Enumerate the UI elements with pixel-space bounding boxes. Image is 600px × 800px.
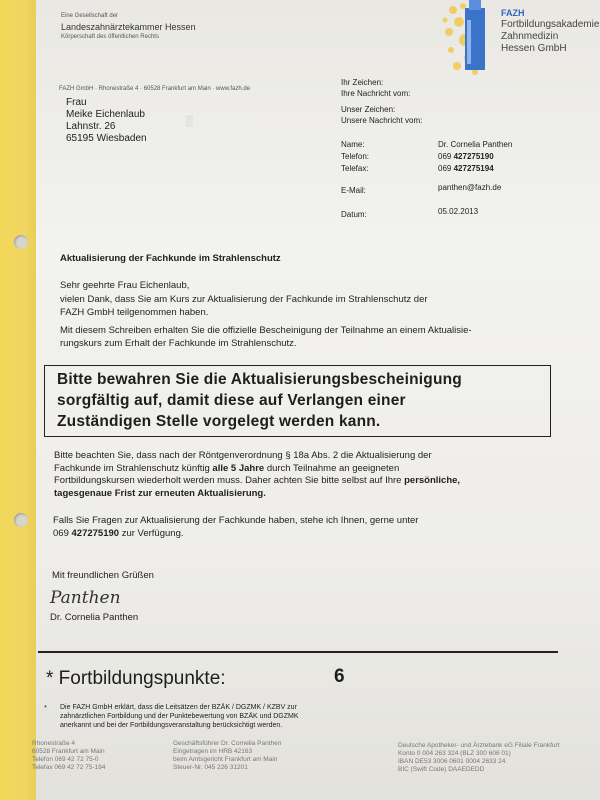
text-run: Fortbildungskursen wiederholt werden muss. Daher achten Sie bitte selbst auf Ihre	[54, 475, 405, 486]
paragraph-thanks	[60, 294, 548, 319]
signature-name: Dr. Cornelia Panthen	[50, 612, 139, 623]
recipient-address	[66, 97, 147, 145]
paragraph-line	[54, 463, 554, 476]
notice-line: Zuständigen Stelle vorgelegt werden kann.	[57, 413, 381, 430]
points-value: 6	[334, 666, 345, 687]
notice-line: Bitte bewahren Sie die Aktualisierungsbescheinigung	[57, 371, 462, 388]
bleed-through: ▒	[186, 116, 194, 127]
telefax-label: Telefax:	[341, 164, 369, 173]
paragraph-contact	[53, 515, 553, 540]
footer-bank	[398, 742, 560, 774]
subject-line: Aktualisierung der Fachkunde im Strahlenschutz	[60, 253, 281, 264]
footer-company	[173, 740, 281, 772]
recipient-line: 65195 Wiesbaden	[66, 133, 147, 144]
paragraph-line: tagesgenaue Frist zur erneuten Aktualisierung.	[54, 487, 266, 499]
bold-run: 427275190	[71, 527, 120, 539]
paragraph-line	[54, 475, 554, 488]
signature-scribble: Panthen	[50, 588, 121, 608]
footnote-line: Die FAZH GmbH erklärt, dass die Leitsätzen der BZÄK / DGZMK / KZBV zur	[60, 704, 297, 711]
footer-line: Konto 0 004 263 324 (BLZ 300 606 01)	[398, 750, 511, 757]
footnote-line: anerkannt und bei der Fortbildungsveranstaltung berücksichtigt werden.	[60, 722, 283, 729]
points-label: * Fortbildungspunkte:	[46, 668, 226, 689]
paragraph-line: rungskurs zum Erhalt der Fachkunde im Strahlenschutz.	[60, 337, 297, 349]
footer-line: BIC (Swift Code) DAAEDEDD	[398, 766, 485, 773]
paragraph-line: vielen Dank, dass Sie am Kurs zur Aktualisierung der Fachkunde im Strahlenschutz der	[60, 294, 428, 305]
name-value: Dr. Cornelia Panthen	[438, 140, 513, 149]
paragraph-renewal	[54, 450, 554, 500]
unser-zeichen-label: Unser Zeichen:	[341, 105, 396, 114]
footnote-asterisk: *	[44, 703, 47, 712]
text-run: Fachkunde im Strahlenschutz künftig	[54, 462, 213, 474]
datum-value: 05.02.2013	[438, 207, 479, 216]
paragraph-line: FAZH GmbH teilgenommen haben.	[60, 306, 209, 318]
bold-run: persönliche,	[404, 475, 461, 486]
footnote-text	[60, 703, 299, 730]
footer-line: Geschäftsführer Dr. Cornelia Panthen	[173, 740, 282, 747]
footer-line: IBAN DE53 3006 0601 0004 2633 24	[398, 758, 506, 765]
datum-label: Datum:	[341, 210, 367, 219]
footer-address	[32, 740, 105, 772]
footer-line: Eingetragen im HRB 42163	[173, 748, 253, 755]
divider-line	[38, 651, 558, 653]
footer-line: Telefax 069 42 72 75-194	[32, 764, 106, 771]
salutation: Sehr geehrte Frau Eichenlaub,	[60, 280, 190, 291]
text-run: 069	[53, 527, 72, 539]
org-sub: Körperschaft des öffentlichen Rechts	[61, 34, 159, 40]
footnote-line: zahnärztlichen Fortbildung und der Punktebewertung von BZÄK und DGZMK	[60, 713, 299, 720]
telefax-number: 427275194	[453, 164, 494, 173]
yellow-folder-strip	[0, 0, 36, 800]
email-value: panthen@fazh.de	[438, 183, 502, 192]
telefon-prefix: 069	[438, 152, 452, 161]
footer-line: beim Amtsgericht Frankfurt am Main	[173, 756, 278, 763]
paragraph-line: Mit diesem Schreiben erhalten Sie die offizielle Bescheinigung der Teilnahme an einem Aktualisie-	[60, 325, 472, 336]
text-run: zur Verfügung.	[119, 527, 184, 539]
org-small-line: Eine Gesellschaft der	[61, 13, 119, 19]
paragraph-line	[53, 528, 553, 541]
sender-line: FAZH GmbH · Rhonestraße 4 · 60528 Frankfurt am Main · www.fazh.de	[59, 86, 251, 92]
paragraph-certificate	[60, 325, 548, 350]
recipient-line: Frau	[66, 97, 87, 108]
ihre-nachricht-label: Ihre Nachricht vom:	[341, 89, 411, 98]
footer-line: 60528 Frankfurt am Main	[32, 748, 105, 755]
paragraph-line: Falls Sie Fragen zur Aktualisierung der Fachkunde haben, stehe ich Ihnen, gerne unter	[53, 515, 419, 526]
paragraph-line: Bitte beachten Sie, dass nach der Röntgenverordnung § 18a Abs. 2 die Aktualisierung der	[54, 450, 432, 461]
ihr-zeichen-label: Ihr Zeichen:	[341, 78, 384, 87]
footer-line: Rhonestraße 4	[32, 740, 75, 747]
org-name: Landeszahnärztekammer Hessen	[61, 22, 196, 32]
telefon-label: Telefon:	[341, 152, 370, 161]
brand-fazh: FAZH	[501, 8, 525, 18]
unsere-nachricht-label: Unsere Nachricht vom:	[341, 116, 423, 125]
telefax-value	[438, 164, 494, 173]
notice-line: sorgfältig auf, damit diese auf Verlangen einer	[57, 392, 406, 409]
punch-hole-bottom	[14, 513, 28, 527]
telefon-value	[438, 152, 494, 161]
footer-line: Steuer-Nr. 045 226 31201	[173, 764, 248, 771]
text-run: durch Teilnahme an geeigneten	[264, 462, 400, 474]
name-label: Name:	[341, 140, 365, 149]
footer-line: Telefon 069 42 72 75-0	[32, 756, 99, 763]
footer-line: Deutsche Apotheker- und Ärztebank eG Filiale Frankfurt	[398, 742, 560, 749]
recipient-line: Lahnstr. 26	[66, 121, 116, 132]
important-notice-box	[44, 365, 551, 437]
telefon-number: 427275190	[453, 152, 494, 161]
brand-line-1: Fortbildungsakademie	[501, 19, 600, 30]
brand-line-3: Hessen GmbH	[501, 43, 567, 54]
email-label: E-Mail:	[341, 186, 366, 195]
letter-page	[32, 0, 600, 800]
recipient-line: Meike Eichenlaub	[66, 109, 145, 120]
bold-run: alle 5 Jahre	[212, 462, 265, 474]
telefax-prefix: 069	[438, 164, 452, 173]
brand-line-2: Zahnmedizin	[501, 31, 559, 42]
closing: Mit freundlichen Grüßen	[52, 570, 154, 581]
punch-hole-top	[14, 235, 28, 249]
